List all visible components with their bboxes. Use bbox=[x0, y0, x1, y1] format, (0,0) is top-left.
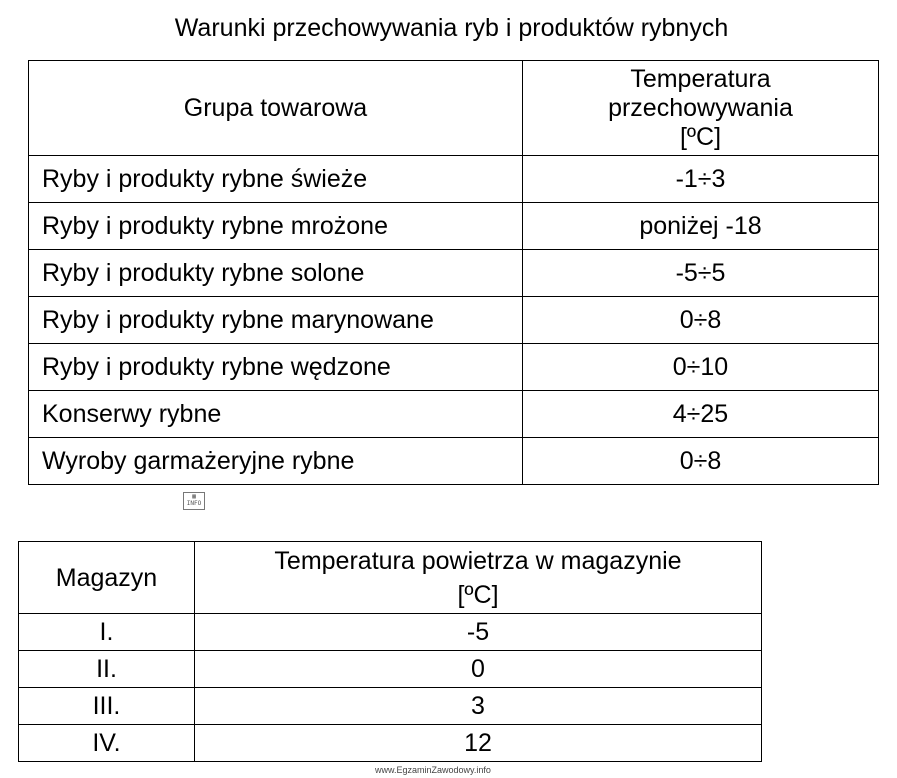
product-group-cell: Ryby i produkty rybne solone bbox=[29, 250, 523, 297]
table-header-row bbox=[19, 542, 762, 614]
header-warehouse: Magazyn bbox=[19, 542, 195, 614]
temperature-cell: -1÷3 bbox=[523, 156, 879, 203]
temperature-cell: 0÷8 bbox=[523, 297, 879, 344]
warehouse-cell: I. bbox=[19, 614, 195, 651]
warehouse-cell: II. bbox=[19, 651, 195, 688]
header-temp-line2: przechowywania bbox=[608, 93, 793, 122]
air-temperature-cell: 0 bbox=[195, 651, 762, 688]
air-temperature-cell: -5 bbox=[195, 614, 762, 651]
header-storage-temperature bbox=[523, 61, 879, 156]
header-temp-unit: [ºC] bbox=[679, 122, 722, 151]
warehouse-cell: IV. bbox=[19, 725, 195, 762]
warehouse-cell: III. bbox=[19, 688, 195, 725]
warehouse-temperature-table bbox=[18, 541, 762, 762]
table-row bbox=[19, 651, 762, 688]
storage-conditions-table bbox=[28, 60, 879, 485]
product-group-cell: Konserwy rybne bbox=[29, 391, 523, 438]
header-air-temp-label: Temperatura powietrza w magazynie bbox=[274, 546, 682, 575]
table-row bbox=[29, 156, 879, 203]
table-row bbox=[19, 725, 762, 762]
table-row bbox=[29, 297, 879, 344]
header-air-temperature bbox=[195, 542, 762, 614]
temperature-cell: 0÷10 bbox=[523, 344, 879, 391]
table-row bbox=[29, 438, 879, 485]
temperature-cell: -5÷5 bbox=[523, 250, 879, 297]
header-temp-line1: Temperatura bbox=[630, 64, 771, 93]
table-row bbox=[29, 391, 879, 438]
product-group-cell: Ryby i produkty rybne wędzone bbox=[29, 344, 523, 391]
air-temperature-cell: 3 bbox=[195, 688, 762, 725]
table-row bbox=[29, 344, 879, 391]
header-air-temp-unit: [ºC] bbox=[457, 580, 499, 609]
product-group-cell: Ryby i produkty rybne marynowane bbox=[29, 297, 523, 344]
temperature-cell: poniżej -18 bbox=[523, 203, 879, 250]
air-temperature-cell: 12 bbox=[195, 725, 762, 762]
table-header-row bbox=[29, 61, 879, 156]
product-group-cell: Ryby i produkty rybne świeże bbox=[29, 156, 523, 203]
watermark: www.EgzaminZawodowy.info bbox=[375, 765, 491, 775]
table-row bbox=[19, 614, 762, 651]
info-icon[interactable]: ▦ INFO bbox=[183, 492, 205, 510]
product-group-cell: Ryby i produkty rybne mrożone bbox=[29, 203, 523, 250]
temperature-cell: 0÷8 bbox=[523, 438, 879, 485]
table-row bbox=[29, 203, 879, 250]
temperature-cell: 4÷25 bbox=[523, 391, 879, 438]
product-group-cell: Wyroby garmażeryjne rybne bbox=[29, 438, 523, 485]
page-title: Warunki przechowywania ryb i produktów rybnych bbox=[174, 14, 729, 42]
table-row bbox=[29, 250, 879, 297]
header-product-group: Grupa towarowa bbox=[29, 61, 523, 156]
table-row bbox=[19, 688, 762, 725]
